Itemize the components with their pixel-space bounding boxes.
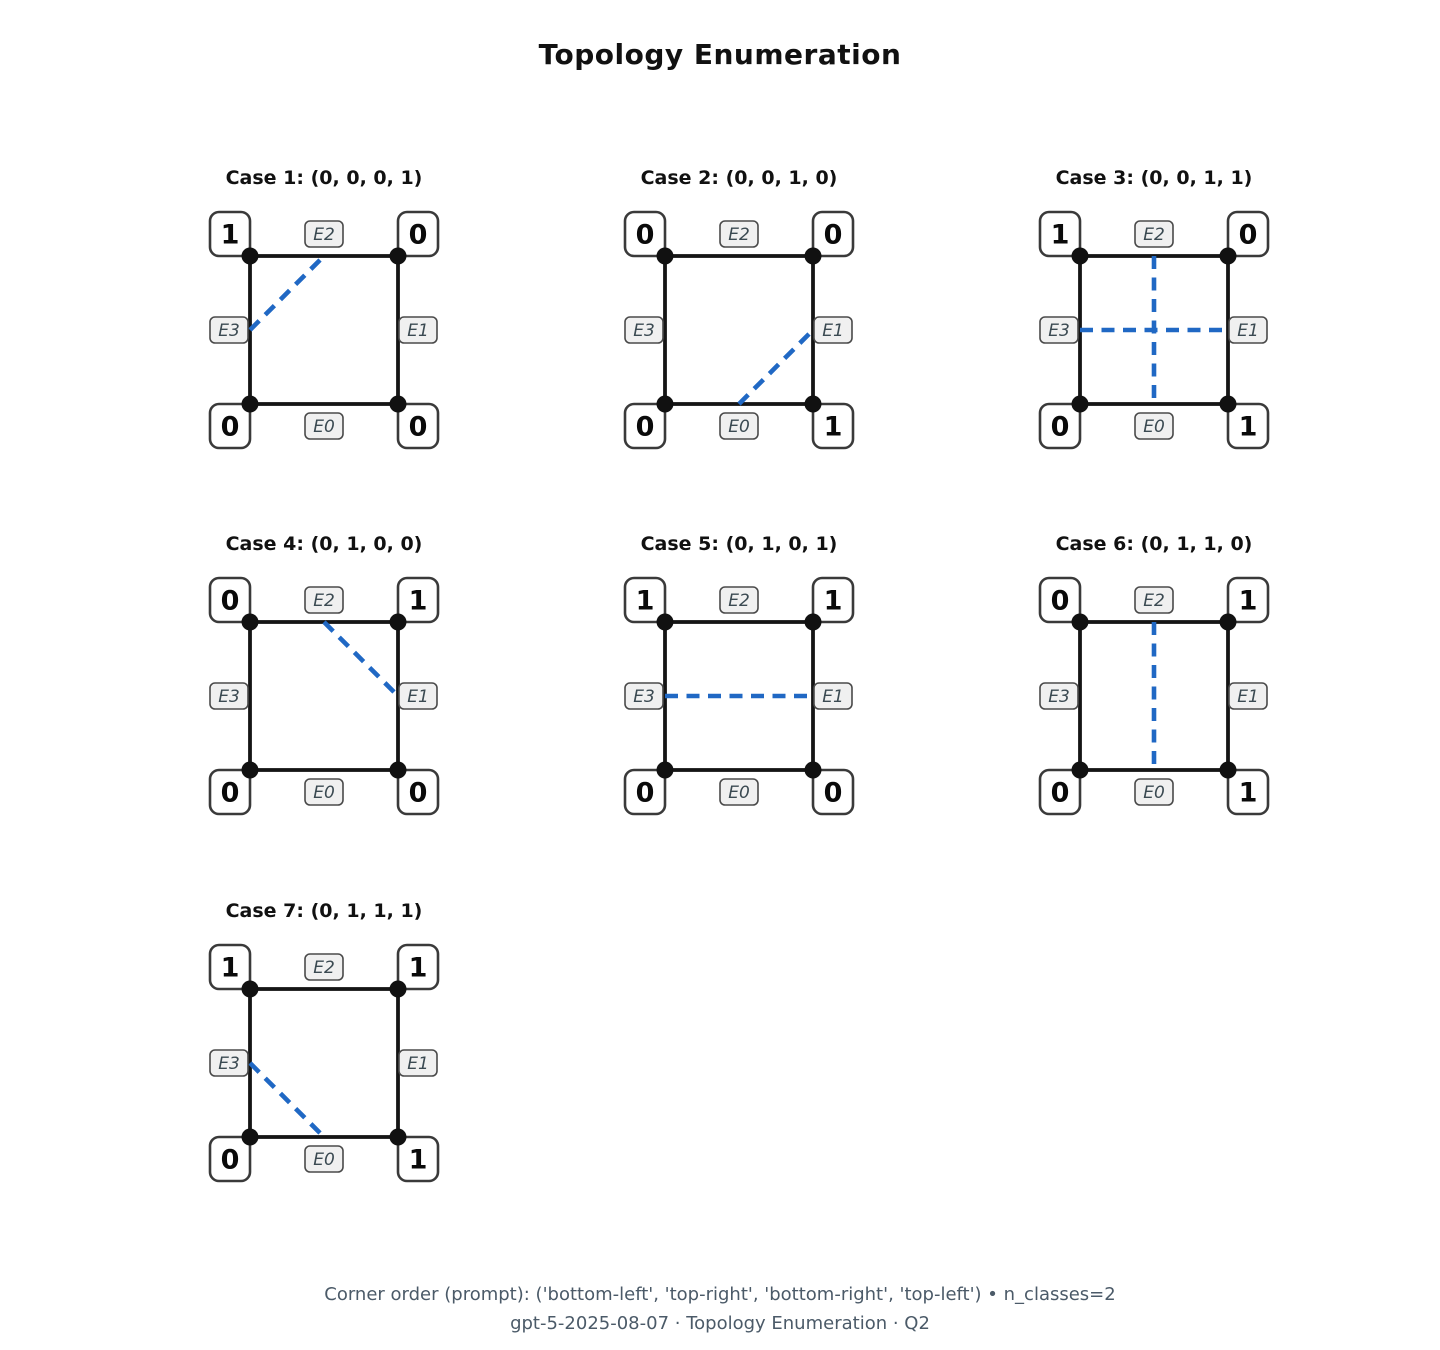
corner-value-bl: 0 [635, 777, 655, 809]
corner-dot-tr [390, 248, 407, 265]
corner-dot-tr [1220, 248, 1237, 265]
corner-value-tr: 1 [823, 585, 843, 617]
corner-value-bl: 0 [1050, 777, 1070, 809]
corner-dot-br [805, 762, 822, 779]
corner-value-tr: 1 [1238, 585, 1258, 617]
edge-label-E3: E3 [1048, 321, 1070, 341]
case-diagram [1030, 206, 1278, 458]
case-title: Case 6: (0, 1, 1, 0) [1055, 533, 1253, 555]
edge-label-E3: E3 [633, 687, 655, 707]
corner-value-tr: 0 [408, 219, 428, 251]
case-diagram [200, 572, 448, 824]
edge-label-E2: E2 [1143, 591, 1165, 611]
corner-dot-tl [1072, 614, 1089, 631]
edge-label-E1: E1 [407, 321, 429, 341]
corner-value-tr: 0 [1238, 219, 1258, 251]
edge-label-E3: E3 [218, 1054, 240, 1074]
square-outline [665, 256, 813, 404]
figure-footer [0, 1280, 1440, 1338]
corner-dot-tl [242, 614, 259, 631]
edge-label-E3: E3 [1048, 687, 1070, 707]
case-diagram [615, 572, 863, 824]
footer-corner-order: Corner order (prompt): ('bottom-left', 'top-right', 'bottom-right', 'top-left') • n_classes=2 [324, 1284, 1116, 1305]
case-2 [615, 163, 863, 458]
corner-dot-tl [242, 981, 259, 998]
case-1 [200, 163, 448, 458]
corner-value-tl: 1 [220, 219, 240, 251]
case-6 [1030, 529, 1278, 824]
edge-label-E0: E0 [313, 1150, 335, 1170]
corner-value-bl: 0 [220, 777, 240, 809]
edge-label-E2: E2 [728, 225, 750, 245]
corner-dot-br [1220, 762, 1237, 779]
square-outline [250, 256, 398, 404]
corner-value-br: 1 [1238, 411, 1258, 443]
corner-dot-tr [805, 248, 822, 265]
edge-label-E0: E0 [728, 417, 750, 437]
corner-value-tl: 0 [635, 219, 655, 251]
edge-label-E0: E0 [1143, 417, 1165, 437]
edge-label-E3: E3 [218, 687, 240, 707]
corner-value-br: 0 [408, 411, 428, 443]
case-title: Case 5: (0, 1, 0, 1) [640, 533, 838, 555]
edge-label-E0: E0 [313, 783, 335, 803]
case-diagram [615, 206, 863, 458]
edge-label-E2: E2 [313, 225, 335, 245]
case-title: Case 3: (0, 0, 1, 1) [1055, 167, 1253, 189]
corner-dot-bl [1072, 396, 1089, 413]
corner-value-bl: 0 [1050, 411, 1070, 443]
edge-label-E2: E2 [313, 958, 335, 978]
case-3 [1030, 163, 1278, 458]
edge-label-E1: E1 [407, 1054, 429, 1074]
corner-value-bl: 0 [220, 411, 240, 443]
footer-meta: gpt-5-2025-08-07 · Topology Enumeration · Q2 [510, 1313, 930, 1334]
corner-dot-br [390, 396, 407, 413]
corner-value-br: 1 [1238, 777, 1258, 809]
case-diagram [200, 939, 448, 1191]
figure-title: Topology Enumeration [538, 38, 902, 71]
corner-value-tl: 1 [220, 952, 240, 984]
corner-value-bl: 0 [220, 1144, 240, 1176]
corner-value-tr: 1 [408, 952, 428, 984]
corner-dot-bl [657, 396, 674, 413]
corner-dot-bl [242, 762, 259, 779]
contour-segment-E3-E0 [250, 1063, 324, 1137]
case-7 [200, 896, 448, 1191]
edge-label-E2: E2 [1143, 225, 1165, 245]
corner-dot-tr [805, 614, 822, 631]
corner-value-tl: 1 [1050, 219, 1070, 251]
corner-dot-tl [1072, 248, 1089, 265]
corner-value-br: 0 [408, 777, 428, 809]
corner-dot-tr [390, 981, 407, 998]
edge-label-E1: E1 [407, 687, 429, 707]
case-title: Case 2: (0, 0, 1, 0) [640, 167, 838, 189]
case-title: Case 1: (0, 0, 0, 1) [225, 167, 423, 189]
square-outline [250, 989, 398, 1137]
corner-dot-br [390, 1129, 407, 1146]
edge-label-E3: E3 [633, 321, 655, 341]
square-outline [250, 622, 398, 770]
corner-dot-tl [242, 248, 259, 265]
contour-segment-E2-E1 [324, 622, 398, 696]
case-diagram [200, 206, 448, 458]
corner-dot-bl [242, 396, 259, 413]
corner-value-tl: 1 [635, 585, 655, 617]
case-5 [615, 529, 863, 824]
corner-dot-br [1220, 396, 1237, 413]
corner-value-tl: 0 [220, 585, 240, 617]
edge-label-E2: E2 [313, 591, 335, 611]
corner-dot-bl [242, 1129, 259, 1146]
contour-segment-E0-E1 [739, 330, 813, 404]
corner-value-br: 0 [823, 777, 843, 809]
corner-dot-br [390, 762, 407, 779]
edge-label-E1: E1 [1237, 321, 1259, 341]
edge-label-E3: E3 [218, 321, 240, 341]
case-title: Case 4: (0, 1, 0, 0) [225, 533, 423, 555]
corner-value-tr: 1 [408, 585, 428, 617]
corner-value-br: 1 [823, 411, 843, 443]
edge-label-E0: E0 [1143, 783, 1165, 803]
edge-label-E0: E0 [313, 417, 335, 437]
corner-dot-tl [657, 248, 674, 265]
case-title: Case 7: (0, 1, 1, 1) [225, 900, 423, 922]
corner-dot-tr [390, 614, 407, 631]
edge-label-E1: E1 [822, 321, 844, 341]
corner-value-bl: 0 [635, 411, 655, 443]
edge-label-E1: E1 [822, 687, 844, 707]
corner-dot-tl [657, 614, 674, 631]
contour-segment-E3-E2 [250, 256, 324, 330]
corner-dot-bl [657, 762, 674, 779]
corner-value-tl: 0 [1050, 585, 1070, 617]
corner-dot-br [805, 396, 822, 413]
edge-label-E0: E0 [728, 783, 750, 803]
corner-dot-bl [1072, 762, 1089, 779]
case-diagram [1030, 572, 1278, 824]
corner-value-br: 1 [408, 1144, 428, 1176]
case-4 [200, 529, 448, 824]
corner-dot-tr [1220, 614, 1237, 631]
edge-label-E2: E2 [728, 591, 750, 611]
corner-value-tr: 0 [823, 219, 843, 251]
edge-label-E1: E1 [1237, 687, 1259, 707]
